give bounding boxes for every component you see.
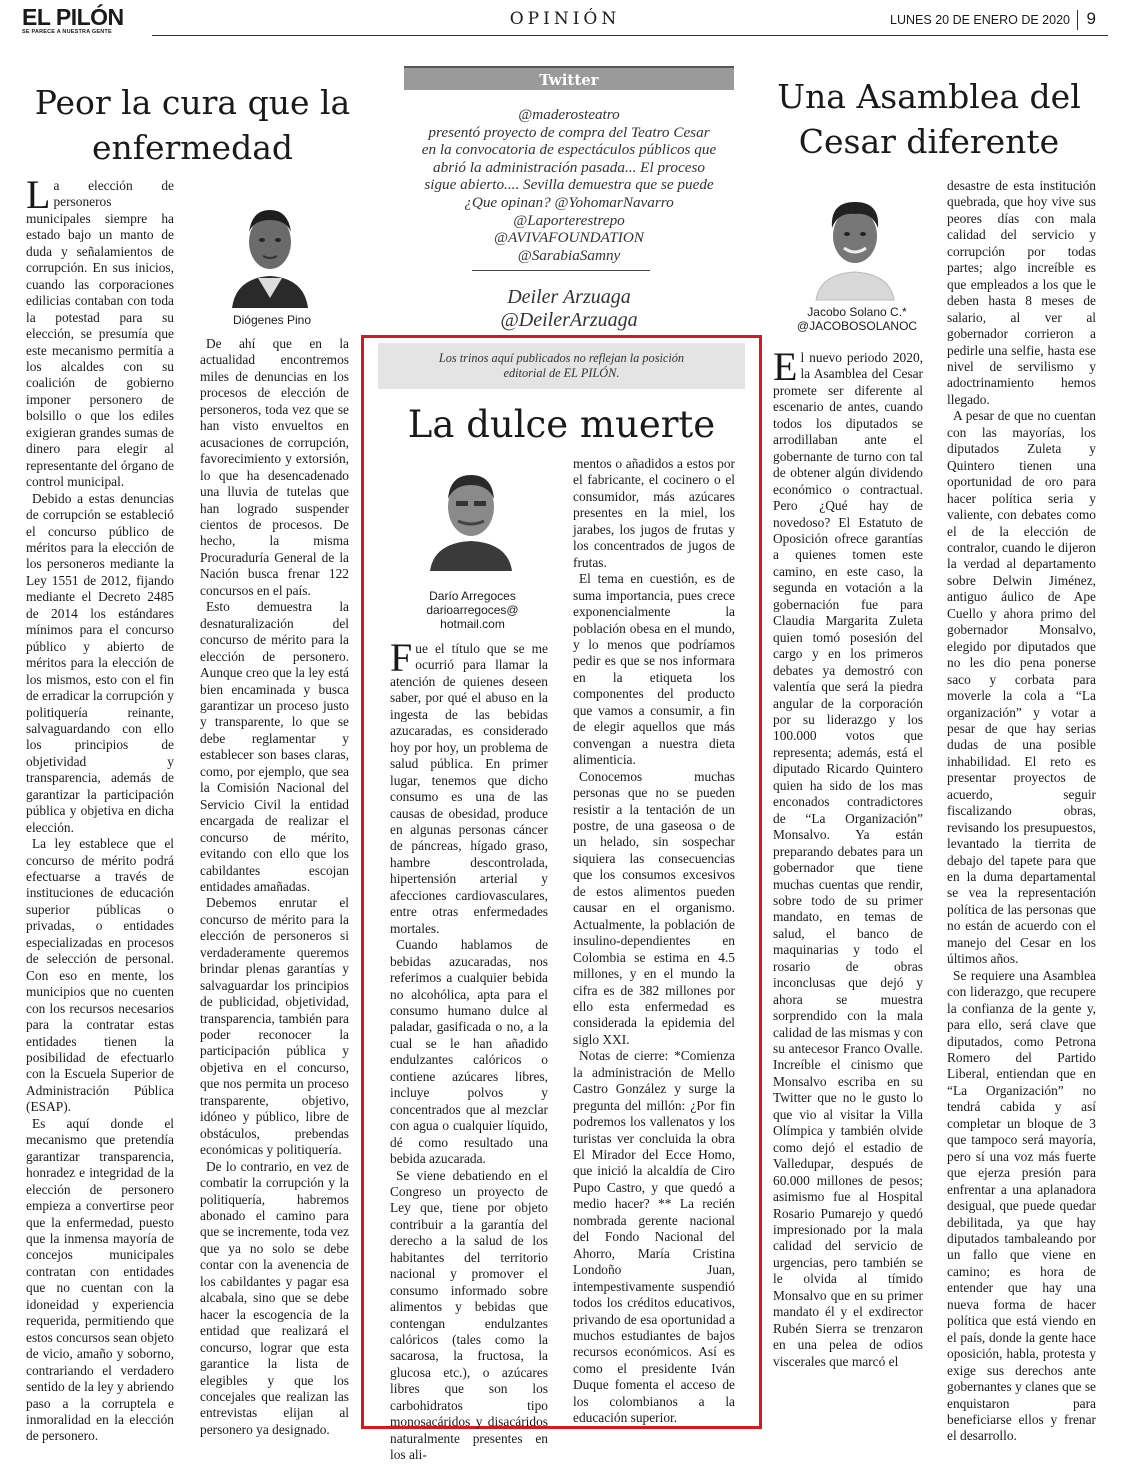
- right-author-name: Jacobo Solano C.*: [807, 305, 907, 319]
- author-photo-diogenes: [228, 198, 312, 308]
- left-author-name: Diógenes Pino: [232, 313, 312, 327]
- paragraph: Se viene debatiendo en el Congreso un proyecto de Ley que, tiene por objeto contribuir a la garantía del derecho a la salud de los habitantes del territorio nacional y promover el consumo informado sobre alimentos y bebidas que contengan endulzantes calóricos (tales como la sacarosa, la fructosa, la glucosa etc.), o azúcares libres que son los carbohidratos tipo monosacáridos y disacáridos naturalmente presentes en los ali-: [390, 1167, 548, 1463]
- center-article-col1: [390, 635, 548, 1464]
- twitter-divider: [472, 270, 650, 271]
- tweet-line: @AVIVAFOUNDATION: [494, 229, 644, 247]
- paragraph: desastre de esta institución quebrada, que hoy vive sus peores días con mala calidad del servicio y corrupción por todas partes; algo increíble es que empleados a los que le deben hasta 8 meses de salario, al ver al gobernador corrieron a pedirle una selfie, hasta ese nivel de servilismo y adoctrinamiento hemos llegado.: [947, 178, 1096, 407]
- section-name: OPINIÓN: [509, 9, 621, 29]
- disclaimer-box: [378, 343, 745, 389]
- paragraph: Notas de cierre: *Comienza la administración de Mello Castro González y surge la pregunta del millón: ¿Por fin podremos los vallenatos y los turistas ver concluida la obra El Mirador del Ecce Homo, que inició la alcaldía de Ciro Pupo Castro, y que quedó a medio hacer? ** La recién nombrada gerente nacional del Fondo Nacional del Ahorro, María Cristina Londoño Juan, intempestivamente suspendió todos los créditos educativos, privando de esa oportunidad a muchos estudiantes de bajos recursos económicos. Así es como el presidente Iván Duque fomenta el acceso de los colombianos a la educación superior.: [573, 1048, 735, 1426]
- masthead-rule: [152, 35, 1108, 36]
- left-article-col2: [200, 336, 349, 1438]
- paragraph: Cuando hablamos de bebidas azucaradas, nos referimos a cualquier bebida no alcohólica, apta para el consumo humano dulce al paladar, gasificada o no, a la cual se le han añadido endulzantes calóricos o contiene azúcares libres, incluye polvos y concentrados que al mezclar con agua o cualquier líquido, dé como resultado una bebida azucarada.: [390, 937, 548, 1167]
- author-photo-dario: [428, 461, 514, 571]
- logo-text: EL PILÓN: [22, 4, 124, 30]
- tweet-line: @maderosteatro: [518, 106, 620, 123]
- paragraph: Se requiere una Asamblea con liderazgo, que recupere la confianza de la gente y, para ello, será clave que diputados, como Petrona Romero del Partido Liberal, entiendan que en “La Organización” no tendrá cabida y así completar un bloque de 3 que tampoco será mayoría, pero sí una voz más fuerte que ejerza presión para enfrentar a una aplanadora desigual, que puede quedar debilitada, ya que hay diputados tambaleando por un fallo que viene en camino; es hora de entender que hay una nueva forma de hacer política que está viendo en el país, donde la gente hace oposición, habla, protesta y exige sus derechos ante gobernantes y clanes que se enquistaron para beneficiarse ellos y frenar el desarrollo.: [947, 967, 1096, 1444]
- right-author-handle: @JACOBOSOLANOC: [796, 319, 918, 333]
- twitter-author: [400, 286, 738, 332]
- paragraph: Fue el título que se me ocurrió para llamar la atención de quienes deseen saber, por qué el abuso en la ingesta de las bebidas azucaradas, es considerado hoy por hoy, un problema de salud pública. En primer lugar, tenemos que dicho consumo es una de las causas de obesidad, produce en algunas personas cáncer de páncreas, hígado graso, hambre descontrolada, hipertensión arterial y afecciones cardiovasculares, entre otras enfermedades mortales.: [390, 635, 548, 936]
- paragraph: La elección de personeros municipales siempre ha estado bajo un manto de duda y señalamientos de corrupción. En sus inicios, cuando las corporaciones edilicias contaban con toda la potestad para su elección, se presumía que este mecanismo permitía a los alcaldes con su coalición de gobierno imponer personero de bolsillo o que los ediles exigieran grandes sumas de dinero para elegir al representante del órgano de control municipal.: [26, 172, 174, 490]
- twitter-author-name: Deiler Arzuaga: [507, 286, 631, 308]
- right-author: [783, 305, 931, 333]
- twitter-text: [400, 106, 738, 264]
- author-photo-jacobo: [810, 192, 900, 300]
- tweet-line: en la convocatoria de espectáculos públicos que: [421, 141, 717, 159]
- paragraph: A pesar de que no cuentan con las mayorías, los diputados Zuleta y Quintero tienen una oportunidad de oro para hacer política seria y valiente, con debates como el de la elección de contralor, cuando le dijeron la verdad al departamento sobre Delwin Jiménez, antiguo áulico de Ape Cuello y ahora primo del gobernador Monsalvo, elegido por diputados que no les dio pena ponerse saco y corbata para moverle la cola a “La organización” y votar a pesar de que hay serias dudas de una posible inhabilidad. El reto es presentar proyectos de acuerdo, seguir fiscalizando obras, revisando los presupuestos, levantado la tierrita de debajo del tapete para que en la duma departamental se vea la representación política de las personas que no están de acuerdo con el manejo del Cesar en los últimos años.: [947, 408, 1096, 967]
- tweet-line: @SarabiaSamny: [517, 246, 621, 264]
- paragraph: Esto demuestra la desnaturalización del concurso de mérito para la elección de personero. Aunque creo que la ley está bien encaminada y busca garantizar un proceso justo y transparente, lo que se debe reglamentar y establecer son bases claras, como, por ejemplo, que sea la Comisión Nacional del Servicio Civil la entidad encargada de realizar el concurso de mérito, evitando con ello que los cabildantes escojan entidades amañadas.: [200, 599, 349, 894]
- paragraph: Debido a estas denuncias de corrupción se estableció el concurso público de méritos para la elección de los personeros mediante la Ley 1551 de 2012, fijando mediante el Decreto 2485 de 2014 los estándares mínimos para el concurso público y abierto de méritos para la elección de los mismos, esto con el fin de erradicar la corrupción y politiquería reinante, salvaguardando con ello los principios de objetividad y transparencia, además de garantizar la participación pública y objetiva en dicha elección.: [26, 490, 174, 835]
- right-headline: Una Asamblea del Cesar diferente: [777, 77, 1081, 161]
- page-number: 9: [1086, 9, 1096, 28]
- tweet-line: abrió la administración pasada... El proceso: [433, 158, 705, 176]
- disclaimer-line: Los trinos aquí publicados no reflejan la posición: [438, 351, 685, 365]
- dropcap: F: [390, 635, 413, 680]
- paragraph: Es aquí donde el mecanismo que pretendía garantizar transparencia, honradez e integridad de la elección de personero empieza a convertirse peor que la enfermedad, puesto que la inmensa mayoría de concejos municipales contratan con entidades que no cuentan con la idoneidad y experiencia requerida, permitiendo que estos concursos sean objeto de vicio, amaño y soborno, contrariando el verdadero sentido de la ley y abriendo paso a la corruptela e inmoralidad en la elección de personero.: [26, 1115, 174, 1444]
- dropcap: E: [773, 344, 798, 389]
- tweet-line: @Laporterestrepo: [513, 211, 625, 229]
- right-article-col2: [947, 178, 1096, 1445]
- center-headline: La dulce muerte: [407, 403, 716, 446]
- masthead: [22, 6, 1108, 36]
- paragraph: Debemos enrutar el concurso de mérito para la elección de personeros si verdaderamente queremos brindar plenas garantías y salvaguardar los principios de publicidad, objetividad, transparencia, también para poder reconocer la participación pública y objetiva en el concurso, que nos permita un proceso transparente, objetivo, idóneo y público, libre de obstáculos, prebendas económicas y politiquería.: [200, 895, 349, 1158]
- tweet-line: sigue abierto.... Sevilla demuestra que se puede: [424, 176, 714, 194]
- paragraph: Conocemos muchas personas que no se pueden resistir a la tentación de un postre, de una gaseosa o de un helado, sin sospechar siquiera las consecuencias que los consumos excesivos de estos alimentos pueden causar en el organismo. Actualmente, la población de insulino-dependientes en Colombia se estima en 4.5 millones, y en el mundo la cifra es de 382 millones por ello esta enfermedad es considerada la epidemia del siglo XXI.: [573, 768, 735, 1047]
- page-date: LUNES 20 DE ENERO DE 2020: [890, 13, 1070, 27]
- tweet-line: presentó proyecto de compra del Teatro Cesar: [428, 123, 710, 141]
- paragraph: De lo contrario, en vez de combatir la corrupción y la politiquería, habremos abonado el camino para que se incremente, toda vez que ya no solo se debe contar con la avenencia de los cabildantes y pagar esa alcabala, sino que se debe hacer la escogencia de la entidad que realizará el concurso, lograr que esta garantice la lista de elegibles y que los concejales que realizan las entrevistas elijan al personero ya designado.: [200, 1158, 349, 1437]
- center-article-col2: [573, 456, 735, 1427]
- disclaimer-line: editorial de EL PILÓN.: [503, 366, 620, 380]
- left-headline: Peor la cura que la enfermedad: [34, 83, 351, 167]
- masthead-separator: [1077, 10, 1078, 30]
- paragraph: De ahí que en la actualidad encontremos miles de denuncias en los procesos de elección de personeros, toda vez que se han visto envueltos en acusaciones de corrupción, favorecimiento y extorsión, lo que ha desencadenado una lluvia de tutelas que han logrado suspender cientos de procesos. De hecho, la misma Procuraduría General de la Nación busca frenar 122 concursos en el país.: [200, 336, 349, 598]
- center-author: [405, 589, 540, 631]
- logo-tagline: SE PARECE A NUESTRA GENTE: [22, 29, 112, 35]
- twitter-author-handle: @DeilerArzuaga: [500, 309, 638, 331]
- right-article-col1: [773, 344, 923, 1370]
- paragraph: mentos o añadidos a estos por el fabricante, el cocinero o el consumidor, más azúcares presentes en la miel, los jarabes, los jugos de frutas y los concentrados de jugos de frutas.: [573, 456, 735, 570]
- left-article-col1: [26, 172, 174, 1445]
- center-author-email: darioarregoces@: [426, 603, 519, 617]
- paragraph: El nuevo periodo 2020, la Asamblea del Cesar promete ser diferente al escenario de antes, cuando todos los diputados se arrodillaban ante el gobernante de turno con tal de obtener algún dividendo económico o contractual. Pero ¿Qué hay de novedoso? El Estatuto de Oposición ofrece garantías a quienes tomen este camino, en este caso, la segunda en votación a la gobernación fue para Claudia Margarita Zuleta quien tomó posesión del cargo y en los primeros debates ya demostró con valentía que será la piedra angular de la corporación por su liderazgo y los 100.000 votos que representa; además, está el diputado Ricardo Quintero quien ha sido de los mas enconados contradictores de “La Organización” Monsalvo. Ya están preparando debates para un gobernador que tiene muchas cuentas que rendir, sobre todo de su primer mandato, en temas de salud, el banco de maquinarias y todo el rosario de obras inconclusas que dejó y ahora se muestra sorprendido con la mala calidad de las mismas y con su antecesor Franco Ovalle. Increíble el cinismo que Monsalvo escriba en su Twitter que no le gusto lo que vio al visitar la Villa Olímpica y también olvide como dejó el estadio de Valledupar, después de 60.000 millones de pesos; asimismo fue al Hospital Rosario Pumarejo y quedó impresionado por la mala calidad del servicio de urgencias, pero también se le olvida al tímido Monsalvo que en su primer mandato él y el exdirector Rubén Sierra se trenzaron en una pelea de odios viscerales que marcó el: [773, 344, 923, 1369]
- center-author-name: Darío Arregoces: [429, 589, 516, 603]
- dropcap: L: [26, 172, 51, 217]
- center-author-email-domain: hotmail.com: [440, 617, 505, 631]
- paragraph: La ley establece que el concurso de mérito podrá efectuarse a través de instituciones de educación superior públicas o privadas, o entidades especializadas en procesos de selección de personal. Con eso en mente, los municipios que no cuenten con los recursos necesarios para la contratar estas entidades tienen la posibilidad de efectuarlo con la Escuela Superior de Administración Pública (ESAP).: [26, 836, 174, 1115]
- tweet-line: ¿Que opinan? @YohomarNavarro: [464, 193, 674, 211]
- twitter-label: Twitter: [539, 71, 599, 89]
- paragraph: El tema en cuestión, es de suma importancia, pues crece exponencialmente la población obesa en el mundo, y lo menos que podríamos pedir es que se nos informara en la etiqueta los componentes del producto que vamos a consumir, a fin de elegir aquellos que más convengan a nuestra dieta alimenticia.: [573, 571, 735, 768]
- twitter-badge: [404, 66, 734, 90]
